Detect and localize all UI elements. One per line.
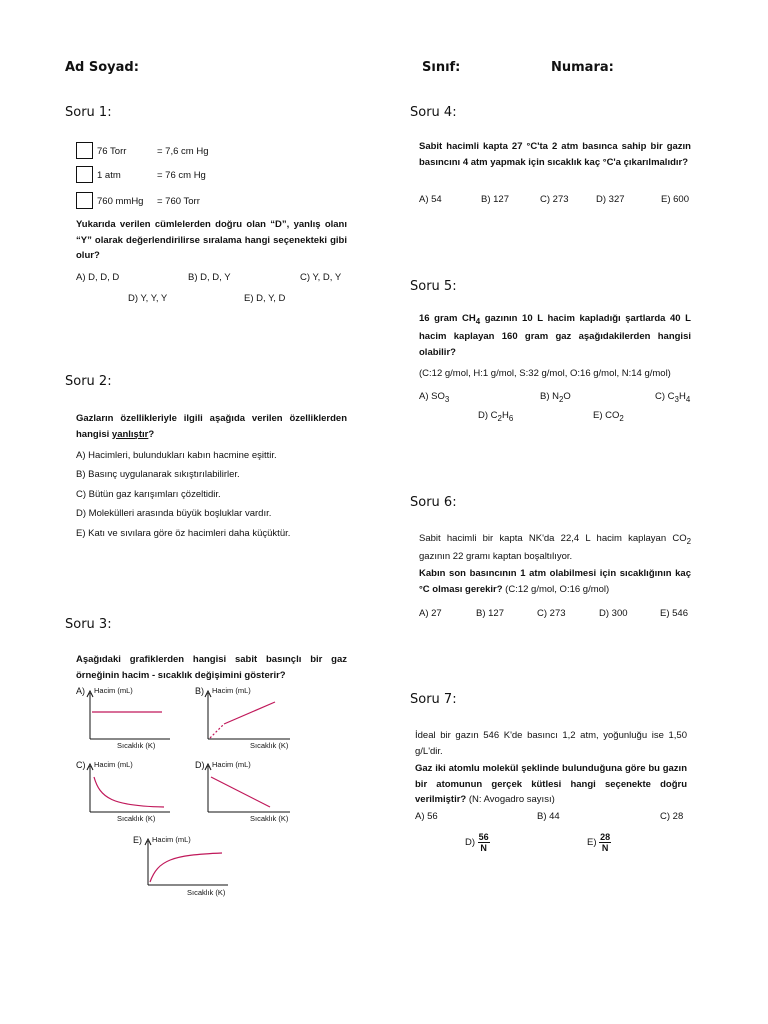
q1-row-1-left: 76 Torr — [97, 146, 127, 157]
graph-a-xlabel: Sıcaklık (K) — [117, 741, 156, 750]
q7-text-2: Gaz iki atomlu molekül şeklinde bulunduğuna göre bu gazın bir atomunun gerçek kütlesi hangi seçenekte doğru verilmiştir? (N: Avogadro sayısı) — [415, 763, 687, 805]
q4-option-c[interactable]: C) 273 — [540, 194, 569, 205]
graph-d-letter[interactable]: D) — [195, 760, 205, 770]
q7-option-e-fraction: $\frac{28}{N}$ — [600, 832, 611, 853]
q7-option-d-fraction: $\frac{56}{N}$ — [478, 832, 489, 853]
question-2-title: Soru 2: — [65, 374, 112, 389]
graph-d-ylabel: Hacim (mL) — [212, 760, 251, 769]
question-7-title: Soru 7: — [410, 692, 457, 707]
q1-row-3-right: = 760 Torr — [157, 196, 200, 207]
q2-option-e[interactable]: E) Katı ve sıvılara göre öz hacimleri daha küçüktür. — [76, 528, 291, 539]
graph-d-curve — [211, 777, 270, 807]
q6-option-b[interactable]: B) 127 — [476, 608, 504, 619]
q2-option-c[interactable]: C) Bütün gaz karışımları çözeltidir. — [76, 489, 221, 500]
graph-b-ylabel: Hacim (mL) — [212, 686, 251, 695]
q3-text: Aşağıdaki grafiklerden hangisi sabit basınçlı bir gaz örneğinin hacim - sıcaklık değişimini gösterir? — [76, 654, 347, 681]
question-6-title: Soru 6: — [410, 495, 457, 510]
graph-b-xlabel: Sıcaklık (K) — [250, 741, 289, 750]
q6-option-a[interactable]: A) 27 — [419, 608, 442, 619]
q1-option-e[interactable]: E) D, Y, D — [244, 293, 286, 304]
q7-option-e[interactable]: E) $\frac{28}{N}$ — [587, 832, 611, 853]
q4-option-b[interactable]: B) 127 — [481, 194, 509, 205]
q2-option-a[interactable]: A) Hacimleri, bulundukları kabın hacmine eşittir. — [76, 450, 277, 461]
q2-option-d[interactable]: D) Molekülleri arasında büyük boşluklar vardır. — [76, 508, 272, 519]
q2-option-b[interactable]: B) Basınç uygulanarak sıkıştırılabilirler. — [76, 469, 240, 480]
q6-option-c[interactable]: C) 273 — [537, 608, 566, 619]
class-label: Sınıf: — [422, 60, 461, 75]
question-5-title: Soru 5: — [410, 279, 457, 294]
q2-text: Gazların özellikleriyle ilgili aşağıda verilen özelliklerden hangisi yanlıştır? — [76, 413, 347, 440]
graph-c-curve — [94, 777, 164, 807]
question-4-title: Soru 4: — [410, 105, 457, 120]
question-1-title: Soru 1: — [65, 105, 112, 120]
q4-option-a[interactable]: A) 54 — [419, 194, 442, 205]
q1-row-1-right: = 7,6 cm Hg — [157, 146, 209, 157]
q7-option-b[interactable]: B) 44 — [537, 811, 560, 822]
question-3-title: Soru 3: — [65, 617, 112, 632]
q5-molar-masses: (C:12 g/mol, H:1 g/mol, S:32 g/mol, O:16 g/mol, N:14 g/mol) — [419, 368, 671, 379]
number-label: Numara: — [551, 60, 614, 75]
graph-c-letter[interactable]: C) — [76, 760, 86, 770]
q7-option-c[interactable]: C) 28 — [660, 811, 684, 822]
q1-option-c[interactable]: C) Y, D, Y — [300, 272, 342, 283]
q1-option-a[interactable]: A) D, D, D — [76, 272, 120, 283]
q1-text: Yukarıda verilen cümlelerden doğru olan “D”, yanlış olanı “Y” olarak değerlendirilirse sıralama hangi seçenekteki gibi olur? — [76, 219, 347, 261]
graph-e-curve — [150, 853, 222, 882]
q1-row-3-left: 760 mmHg — [97, 196, 144, 207]
graph-e-ylabel: Hacim (mL) — [152, 835, 191, 844]
q7-option-a[interactable]: A) 56 — [415, 811, 438, 822]
graph-c-ylabel: Hacim (mL) — [94, 760, 133, 769]
q5-option-a[interactable]: A) $SO_3$ — [419, 391, 450, 404]
name-label: Ad Soyad: — [65, 60, 139, 75]
q4-option-e[interactable]: E) 600 — [661, 194, 689, 205]
q5-option-b[interactable]: B) $N_2O$ — [540, 391, 571, 404]
q1-option-d[interactable]: D) Y, Y, Y — [128, 293, 168, 304]
graph-b-letter[interactable]: B) — [195, 686, 204, 696]
q7-option-d[interactable]: D) $\frac{56}{N}$ — [465, 832, 489, 853]
q5-option-c[interactable]: C) $C_3H_4$ — [655, 391, 691, 404]
q5-option-e[interactable]: E) $CO_2$ — [593, 410, 624, 423]
q4-option-d[interactable]: D) 327 — [596, 194, 625, 205]
graph-d-xlabel: Sıcaklık (K) — [250, 814, 289, 823]
graph-a-ylabel: Hacim (mL) — [94, 686, 133, 695]
q5-text: 16 gram $CH_4$ gazının 10 L hacim kapladığı şartlarda 40 L hacim kaplayan 160 gram gaz aşağıdakilerden hangisi olabilir? — [419, 313, 691, 358]
q6-text-1: Sabit hacimli bir kapta NK'da 22,4 L hacim kaplayan $CO_2$ gazının 22 gramı kaptan boşaltılıyor. — [419, 533, 691, 563]
q1-row-2-left: 1 atm — [97, 170, 121, 181]
q1-row-2-right: = 76 cm Hg — [157, 170, 206, 181]
q5-option-d[interactable]: D) $C_2H_6$ — [478, 410, 514, 423]
graph-e-letter[interactable]: E) — [133, 835, 142, 845]
graph-b-curve — [224, 702, 275, 724]
graph-a-letter[interactable]: A) — [76, 686, 85, 696]
graph-c-xlabel: Sıcaklık (K) — [117, 814, 156, 823]
q6-text-2: Kabın son basıncının 1 atm olabilmesi için sıcaklığının kaç °C olması gerekir? (C:12 g/mol, O:16 g/mol) — [419, 568, 691, 595]
q1-option-b[interactable]: B) D, D, Y — [188, 272, 231, 283]
q4-text: Sabit hacimli kapta 27 °C'ta 2 atm basınca sahip bir gazın basıncını 4 atm yapmak için sıcaklık kaç °C'a çıkarılmalıdır? — [419, 141, 691, 168]
q6-option-d[interactable]: D) 300 — [599, 608, 628, 619]
graph-e-xlabel: Sıcaklık (K) — [187, 888, 226, 897]
graph-b-curve-dashed — [210, 724, 224, 738]
q6-option-e[interactable]: E) 546 — [660, 608, 688, 619]
q7-text-1: İdeal bir gazın 546 K'de basıncı 1,2 atm, yoğunluğu ise 1,50 g/L'dir. — [415, 730, 687, 757]
